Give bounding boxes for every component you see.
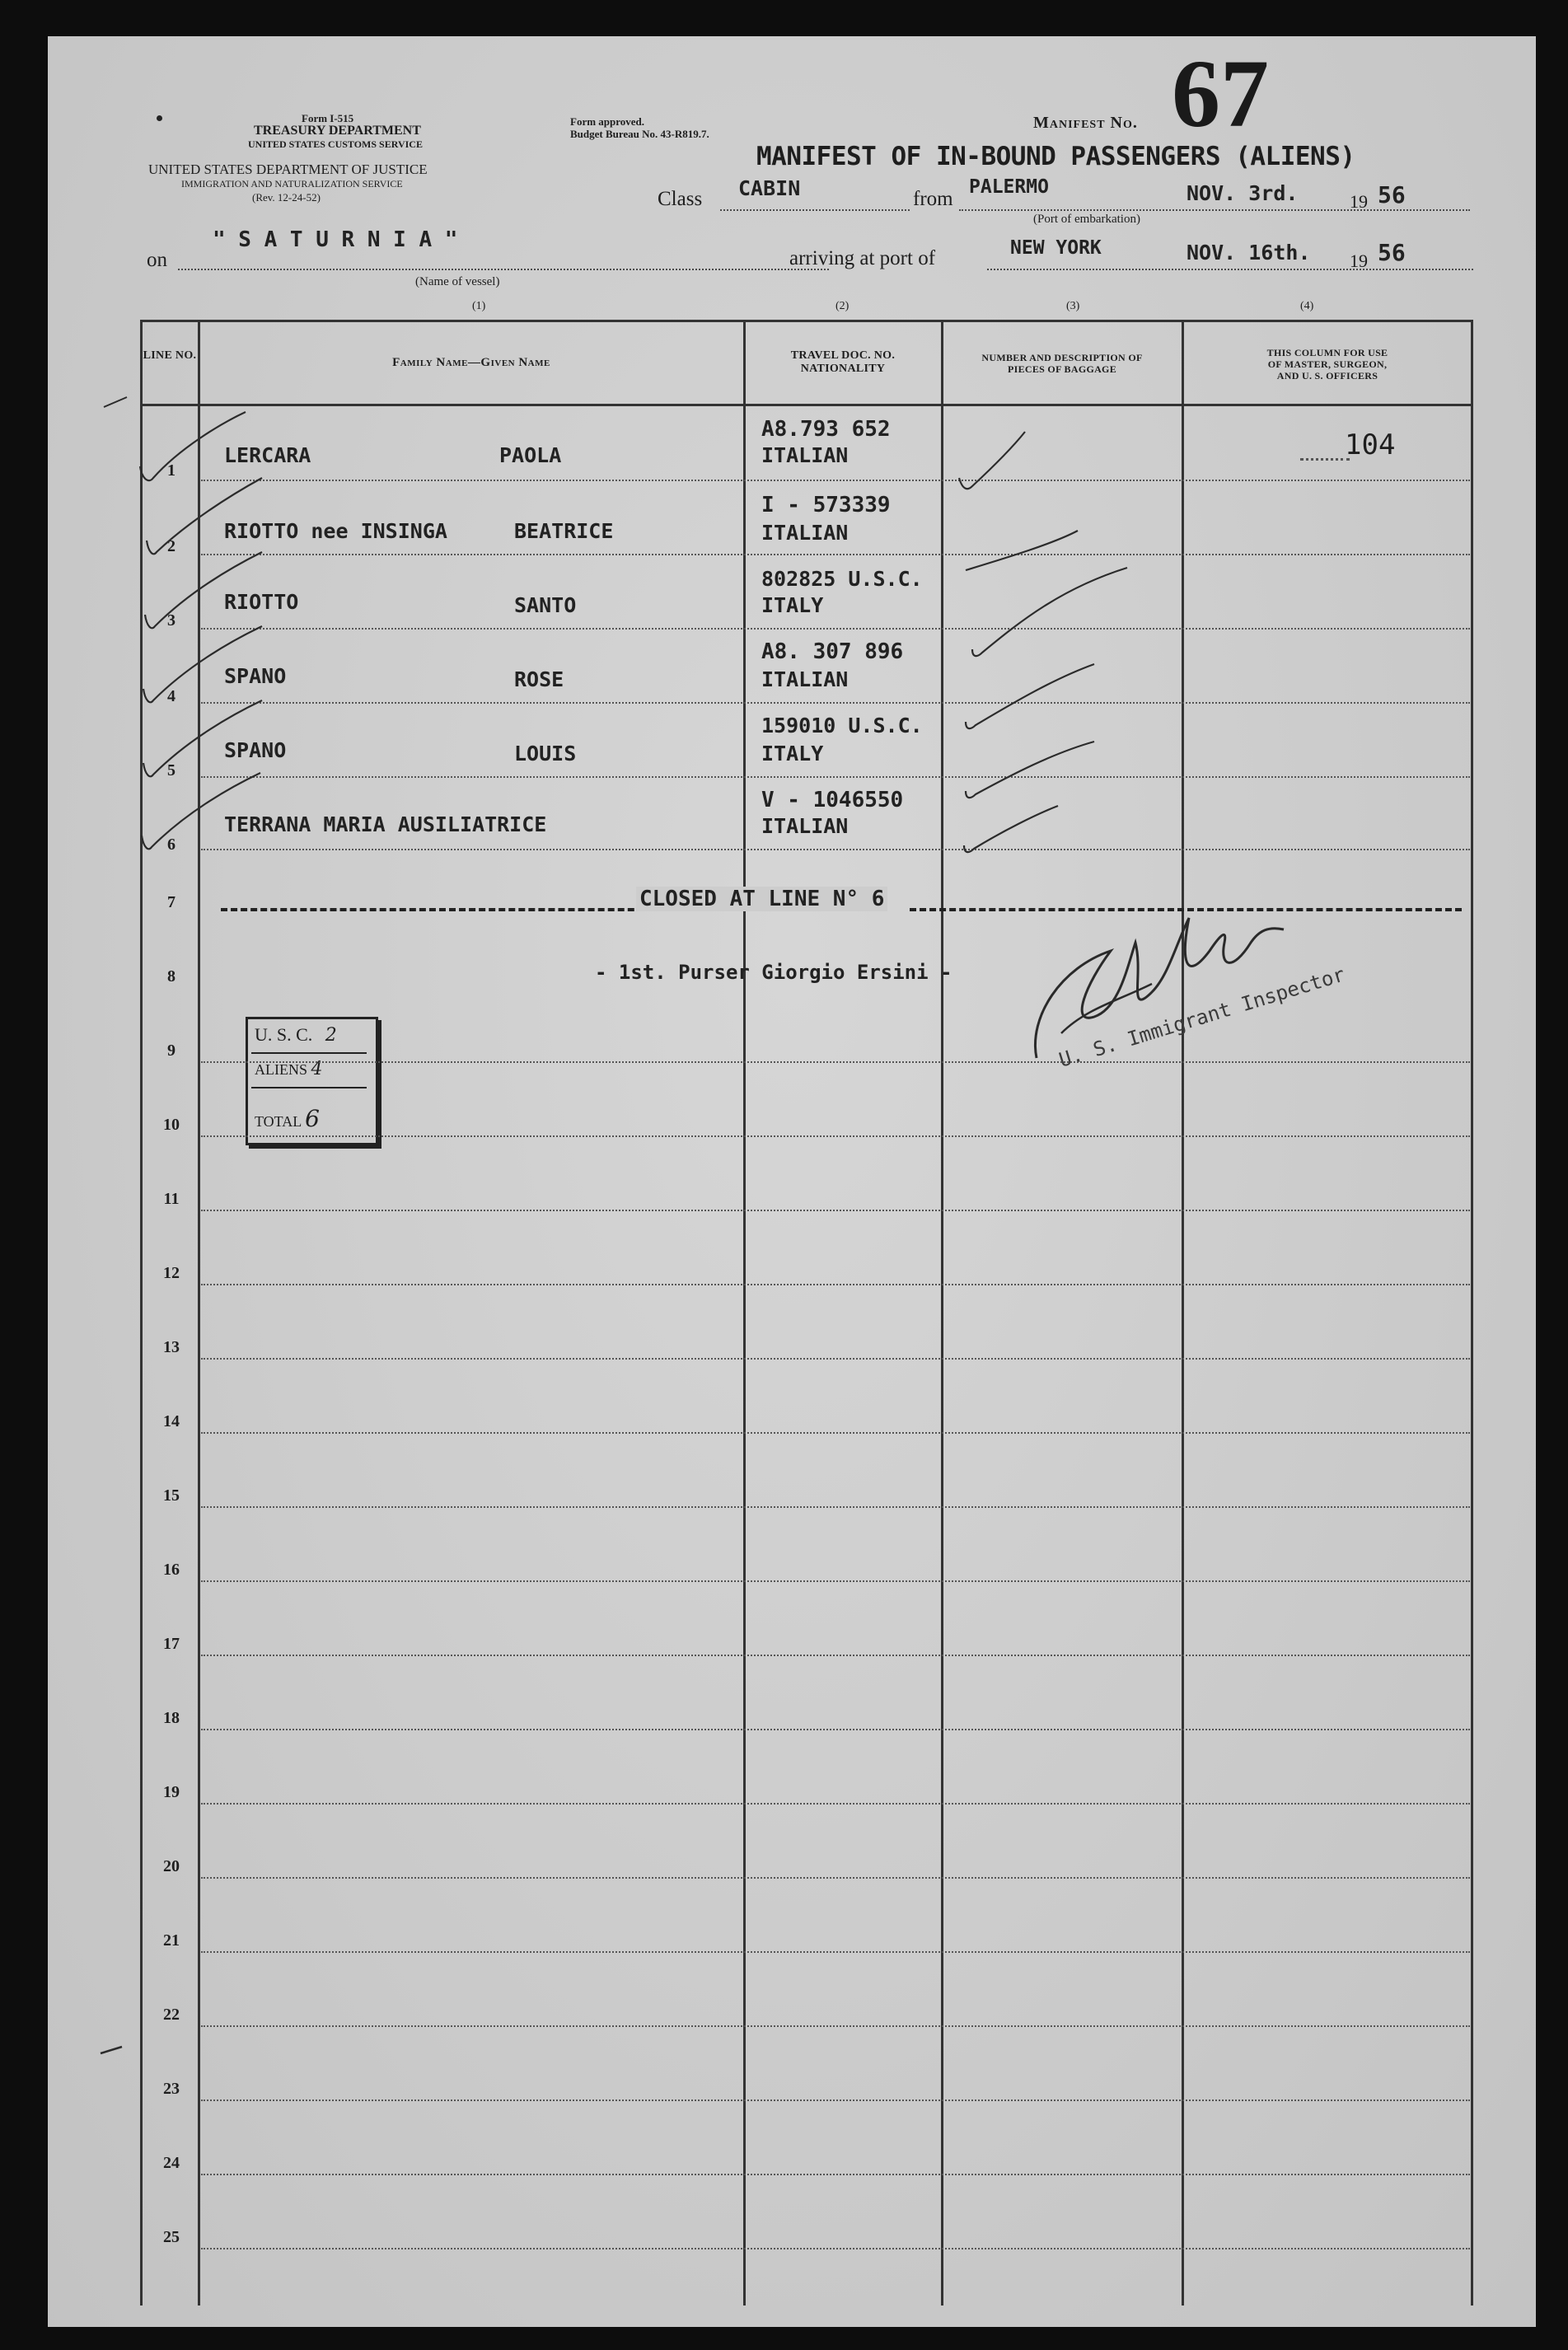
colnum-4: (4): [1300, 300, 1314, 312]
margin-tick-top: [102, 391, 135, 415]
row-rule: [201, 2025, 1470, 2027]
row-rule: [201, 1358, 1470, 1360]
given-name: LOUIS: [514, 742, 577, 765]
line-number: 9: [167, 1042, 176, 1060]
row-rule: [201, 628, 1470, 630]
manifest-title: MANIFEST OF IN-BOUND PASSENGERS (ALIENS): [756, 142, 1355, 171]
aliens-count: 4: [311, 1059, 323, 1079]
family-name: RIOTTO: [224, 590, 299, 614]
family-name: SPANO: [224, 738, 287, 762]
table-baggage-divider: [1182, 320, 1184, 2306]
arrival-date: NOV. 16th.: [1187, 241, 1311, 264]
row-rule: [201, 702, 1470, 704]
line-number: 23: [163, 2080, 180, 2098]
row-rule: [201, 2100, 1470, 2101]
ins-service: IMMIGRATION AND NATURALIZATION SERVICE: [181, 178, 403, 190]
line-number: 12: [163, 1264, 180, 1282]
table-header-bottom: [140, 404, 1473, 406]
row-rule: [201, 1432, 1470, 1434]
manifest-no-label: Manifest No.: [1033, 114, 1138, 132]
table-right-border: [1471, 320, 1473, 2306]
row-rule: [201, 2248, 1470, 2249]
row-rule: [201, 1580, 1470, 1582]
header-line-no: LINE NO.: [143, 349, 197, 362]
colnum-2: (2): [835, 300, 850, 312]
from-field-line: [959, 209, 1470, 211]
travel-doc: 159010 U.S.C.: [761, 714, 923, 737]
line-number: 2: [167, 537, 176, 555]
arriving-label: arriving at port of: [789, 247, 936, 269]
travel-doc: I - 573339: [761, 493, 891, 517]
header-name: Family Name—Given Name: [392, 356, 550, 369]
line-number: 18: [163, 1709, 180, 1727]
nationality: ITALY: [761, 593, 824, 617]
nationality: ITALIAN: [761, 521, 849, 545]
line-number: 21: [163, 1931, 180, 1950]
line-number: 3: [167, 611, 176, 630]
row-rule: [201, 1135, 1470, 1137]
nationality: ITALIAN: [761, 443, 849, 467]
row-rule: [201, 554, 1470, 555]
line-number: 13: [163, 1338, 180, 1356]
usc-label: U. S. C.: [255, 1024, 313, 1045]
dept-justice: UNITED STATES DEPARTMENT OF JUSTICE: [148, 162, 428, 177]
depart-year-suffix: 56: [1378, 181, 1406, 208]
row-rule: [201, 1729, 1470, 1730]
travel-doc: A8. 307 896: [761, 639, 904, 664]
row-rule: [201, 480, 1470, 481]
table-doc-divider: [941, 320, 943, 2306]
given-name: PAOLA: [499, 443, 562, 467]
manifest-no-stamp: 67: [1172, 40, 1269, 147]
manifest-sheet: [48, 36, 1536, 2327]
class-value: CABIN: [738, 176, 801, 200]
row-rule: [201, 1506, 1470, 1508]
vessel-value: " S A T U R N I A ": [213, 227, 458, 252]
vessel-field-line: [178, 269, 829, 270]
arrival-year-prefix: 19: [1350, 250, 1368, 271]
row-rule: [201, 1877, 1470, 1879]
depart-year-prefix: 19: [1350, 191, 1368, 212]
header-travel-doc-1: TRAVEL DOC. NO.: [790, 349, 896, 362]
revision-note: (Rev. 12-24-52): [252, 191, 321, 204]
budget-bureau: Budget Bureau No. 43-R819.7.: [570, 128, 709, 140]
line-number: 1: [167, 461, 176, 480]
total-count: 6: [305, 1105, 320, 1132]
given-name: BEATRICE: [514, 519, 614, 543]
nationality: ITALIAN: [761, 667, 849, 691]
family-name: RIOTTO nee INSINGA: [224, 519, 447, 543]
line-number: 17: [163, 1635, 180, 1653]
line-number: 11: [163, 1190, 180, 1208]
inspector-stamp: U. S. Immigrant Inspector: [1056, 962, 1348, 1072]
family-name: LERCARA: [224, 443, 311, 467]
arrival-year-suffix: 56: [1378, 239, 1406, 266]
vessel-note: (Name of vessel): [415, 275, 500, 288]
line-number: 14: [163, 1412, 180, 1430]
doc-check-marks: [954, 399, 1152, 860]
row-rule: [201, 849, 1470, 850]
on-label: on: [147, 249, 167, 271]
dept-treasury: TREASURY DEPARTMENT: [254, 124, 421, 138]
depart-date: NOV. 3rd.: [1187, 181, 1299, 205]
header-baggage-1: NUMBER AND DESCRIPTION OF: [981, 352, 1143, 363]
arrival-port: NEW YORK: [1010, 237, 1102, 259]
row-rule: [201, 1061, 1470, 1063]
from-value: PALERMO: [969, 176, 1049, 198]
margin-tick-bottom: [97, 2040, 130, 2060]
row-rule: [201, 1803, 1470, 1805]
given-name: SANTO: [514, 593, 577, 617]
aliens-label: ALIENS: [255, 1061, 307, 1078]
nationality: ITALIAN: [761, 814, 849, 838]
given-name: ROSE: [514, 667, 564, 691]
line-number: 15: [163, 1486, 180, 1505]
line-number: 19: [163, 1783, 180, 1801]
family-name: SPANO: [224, 664, 287, 688]
row-rule: [201, 2174, 1470, 2175]
closed-dash-left: [221, 908, 684, 911]
nationality: ITALY: [761, 742, 824, 765]
from-label: from: [913, 188, 953, 210]
class-field-line: [720, 209, 910, 211]
line-number: 24: [163, 2154, 180, 2172]
travel-doc: 802825 U.S.C.: [761, 567, 923, 591]
row-rule: [201, 776, 1470, 778]
line-number: 16: [163, 1561, 180, 1579]
row-rule: [201, 1951, 1470, 1953]
officer-note: 104: [1345, 428, 1396, 461]
form-approved: Form approved.: [570, 115, 645, 128]
line-number: 7: [167, 893, 176, 911]
line-number: 25: [163, 2228, 180, 2246]
punch-dot: [157, 115, 162, 121]
line-number: 4: [167, 687, 176, 705]
header-officers-3: AND U. S. OFFICERS: [1276, 370, 1378, 382]
table-top-border: [140, 320, 1473, 322]
header-travel-doc-2: NATIONALITY: [800, 363, 886, 375]
header-officers-2: OF MASTER, SURGEON,: [1267, 358, 1388, 370]
closed-dash-right: [910, 908, 1462, 911]
travel-doc: A8.793 652: [761, 417, 891, 442]
line-number: 5: [167, 761, 176, 779]
total-label: TOTAL: [255, 1113, 302, 1130]
tally-stamp: [246, 1017, 378, 1145]
travel-doc: V - 1046550: [761, 788, 904, 812]
class-label: Class: [658, 188, 703, 210]
usc-count: 2: [325, 1025, 337, 1046]
row-rule: [201, 1655, 1470, 1656]
arrival-field-line: [987, 269, 1473, 270]
line-number: 20: [163, 1857, 180, 1875]
customs-service: UNITED STATES CUSTOMS SERVICE: [248, 138, 423, 150]
header-officers-1: THIS COLUMN FOR USE: [1266, 347, 1388, 358]
officer-mark: [1300, 458, 1350, 461]
line-number: 8: [167, 967, 176, 985]
line-number: 22: [163, 2006, 180, 2024]
row-rule: [201, 1210, 1470, 1211]
table-name-divider: [743, 320, 746, 2306]
tally-rule-1: [251, 1052, 367, 1054]
line-number: 6: [167, 836, 176, 854]
family-name: TERRANA MARIA AUSILIATRICE: [224, 812, 547, 836]
form-number: Form I-515: [302, 112, 354, 124]
header-baggage-2: PIECES OF BAGGAGE: [1007, 363, 1116, 375]
tally-rule-2: [251, 1087, 367, 1088]
purser-name: - 1st. Purser Giorgio Ersini -: [595, 961, 953, 984]
colnum-1: (1): [472, 300, 486, 312]
port-embark-note: (Port of embarkation): [1033, 213, 1140, 226]
closed-at-line-text: CLOSED AT LINE N° 6: [636, 887, 887, 911]
row-rule: [201, 1284, 1470, 1285]
colnum-3: (3): [1066, 300, 1080, 312]
line-number: 10: [163, 1116, 180, 1134]
